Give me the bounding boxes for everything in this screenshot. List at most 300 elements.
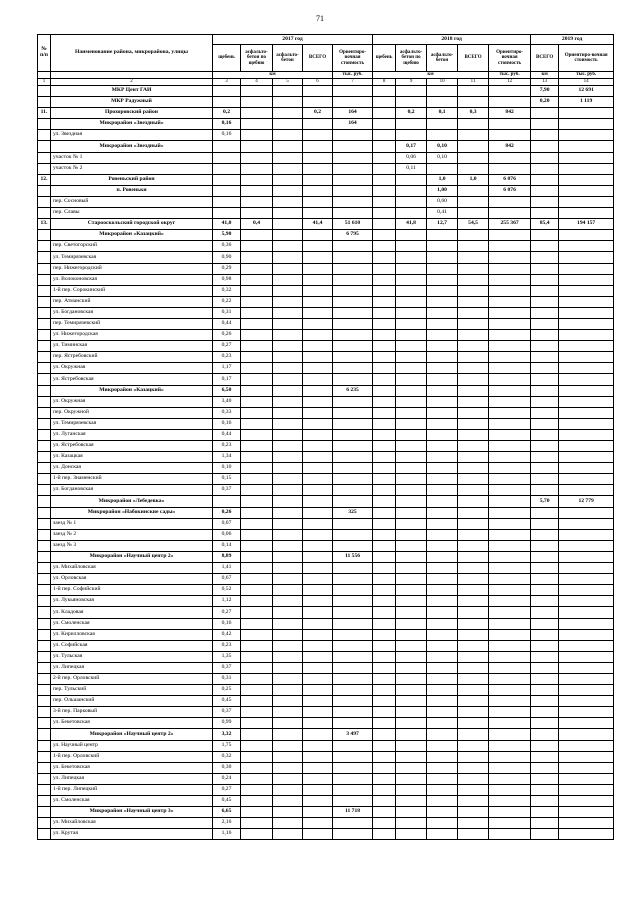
value-cell [396,252,427,263]
value-cell [531,551,559,562]
value-cell [396,330,427,341]
value-cell [458,441,489,452]
value-cell [396,263,427,274]
value-cell [427,696,458,707]
value-cell: 325 [333,507,373,518]
value-cell [396,241,427,252]
section-row [38,86,614,97]
row-number: 13. [38,219,51,230]
value-cell [273,296,303,307]
value-cell [559,696,614,707]
row-number [38,751,51,762]
value-cell [531,174,559,185]
value-cell [373,441,396,452]
value-cell [303,418,333,429]
value-cell [458,685,489,696]
value-cell [559,418,614,429]
row-name: ул. Михайловская [51,818,213,829]
value-cell [373,97,396,108]
value-cell [373,474,396,485]
row-name: ул. Липецкая [51,773,213,784]
value-cell [241,441,273,452]
value-cell [333,707,373,718]
value-cell: 0,25 [213,685,241,696]
value-cell [427,230,458,241]
value-cell [489,540,531,551]
value-cell: 0,45 [213,796,241,807]
value-cell: 11 718 [333,807,373,818]
value-cell [373,86,396,97]
col-header: асфальто-бетон по щебню [241,45,273,72]
value-cell [458,518,489,529]
value-cell [241,318,273,329]
value-cell [531,130,559,141]
value-cell [396,563,427,574]
value-cell [333,418,373,429]
value-cell [241,208,273,219]
value-cell [559,651,614,662]
value-cell [427,729,458,740]
row-name: участок № 1 [51,152,213,163]
value-cell [333,141,373,152]
row-number [38,363,51,374]
table-row [38,374,614,385]
value-cell [303,407,333,418]
value-cell [458,740,489,751]
value-cell [458,241,489,252]
row-name: ул. Богдановская [51,485,213,496]
value-cell [303,496,333,507]
unit-km: км [373,72,489,79]
value-cell [303,729,333,740]
value-cell [458,385,489,396]
value-cell [559,252,614,263]
row-number [38,718,51,729]
table-row [38,707,614,718]
value-cell [333,574,373,585]
value-cell [303,318,333,329]
value-cell [333,341,373,352]
value-cell [303,396,333,407]
value-cell [531,563,559,574]
value-cell [531,640,559,651]
unit-rub: тыс. руб. [333,72,373,79]
value-cell [373,529,396,540]
value-cell [458,618,489,629]
value-cell [559,740,614,751]
value-cell [458,629,489,640]
value-cell: 0,17 [213,374,241,385]
value-cell [458,130,489,141]
value-cell: 0,27 [213,784,241,795]
value-cell [241,807,273,818]
row-number [38,496,51,507]
value-cell [373,696,396,707]
value-cell: 1,34 [213,452,241,463]
value-cell: 0,16 [213,119,241,130]
value-cell [333,629,373,640]
table-row [38,540,614,551]
row-number [38,230,51,241]
value-cell [373,341,396,352]
value-cell [458,485,489,496]
value-cell [373,363,396,374]
value-cell [396,496,427,507]
value-cell [373,374,396,385]
value-cell [396,230,427,241]
column-numbers-row [38,79,614,86]
value-cell [458,807,489,818]
value-cell: 41,4 [303,219,333,230]
value-cell [396,696,427,707]
value-cell [333,241,373,252]
row-number [38,307,51,318]
value-cell [333,607,373,618]
value-cell [241,130,273,141]
row-name: ул. Тульская [51,651,213,662]
value-cell [489,607,531,618]
row-name: ул. Михайловская [51,563,213,574]
row-name: Микрорайон «Набокинские сады» [51,507,213,518]
value-cell [458,696,489,707]
value-cell [373,318,396,329]
value-cell [396,296,427,307]
value-cell [396,518,427,529]
row-name: Микрорайон «Звездный» [51,141,213,152]
value-cell [427,796,458,807]
table-row [38,685,614,696]
value-cell [303,807,333,818]
value-cell [427,651,458,662]
row-number [38,662,51,673]
col-header: асфальто-бетон по щебню [396,45,427,72]
value-cell [427,807,458,818]
value-cell [303,452,333,463]
value-cell [241,507,273,518]
value-cell [373,141,396,152]
value-cell [273,174,303,185]
value-cell [213,163,241,174]
value-cell: 0,41 [427,208,458,219]
value-cell [373,396,396,407]
value-cell [303,707,333,718]
value-cell [213,141,241,152]
value-cell [303,429,333,440]
value-cell [427,429,458,440]
value-cell: 1,0 [427,174,458,185]
value-cell [303,762,333,773]
value-cell [489,274,531,285]
value-cell [333,618,373,629]
row-number [38,418,51,429]
value-cell: 0,27 [213,607,241,618]
value-cell [427,385,458,396]
unit-km: км [213,72,333,79]
value-cell [303,363,333,374]
value-cell [531,274,559,285]
value-cell [489,485,531,496]
value-cell [458,418,489,429]
value-cell [396,307,427,318]
row-number [38,474,51,485]
value-cell [373,219,396,230]
value-cell [458,762,489,773]
value-cell [273,185,303,196]
value-cell [396,208,427,219]
value-cell: 0,2 [396,108,427,119]
value-cell [531,685,559,696]
table-row [38,629,614,640]
value-cell [333,285,373,296]
row-number [38,152,51,163]
value-cell [333,296,373,307]
value-cell [241,274,273,285]
value-cell [396,318,427,329]
value-cell [333,784,373,795]
value-cell [531,718,559,729]
value-cell [303,196,333,207]
value-cell [373,452,396,463]
value-cell [303,352,333,363]
value-cell [241,263,273,274]
value-cell [333,463,373,474]
value-cell [489,152,531,163]
value-cell [427,263,458,274]
value-cell [303,296,333,307]
row-name: Старооскольский городской округ [51,219,213,230]
row-name: участок № 2 [51,163,213,174]
value-cell [273,574,303,585]
value-cell [273,807,303,818]
value-cell [333,185,373,196]
value-cell [489,751,531,762]
value-cell [559,762,614,773]
row-name: ул. Богдановская [51,307,213,318]
value-cell [273,696,303,707]
page-number: 71 [316,14,324,23]
value-cell: 0,32 [213,285,241,296]
value-cell [559,130,614,141]
col-header: щебень [373,45,396,72]
value-cell: 0,2 [213,108,241,119]
value-cell [531,230,559,241]
column-number: 2 [51,79,213,86]
value-cell [373,673,396,684]
table-row [38,829,614,840]
section-row [38,230,614,241]
value-cell [333,829,373,840]
value-cell [373,540,396,551]
value-cell [241,662,273,673]
value-cell [241,696,273,707]
value-cell [531,729,559,740]
value-cell [559,463,614,474]
value-cell [373,607,396,618]
value-cell [531,629,559,640]
value-cell [458,496,489,507]
value-cell [531,651,559,662]
value-cell [458,796,489,807]
unit-km: км [531,72,559,79]
value-cell: 842 [489,108,531,119]
value-cell [273,818,303,829]
value-cell [241,196,273,207]
value-cell [373,751,396,762]
value-cell: 6 235 [333,385,373,396]
value-cell [303,485,333,496]
value-cell [273,307,303,318]
value-cell [273,285,303,296]
value-cell [273,163,303,174]
column-number: 10 [427,79,458,86]
value-cell [273,740,303,751]
table-row [38,651,614,662]
row-number [38,374,51,385]
value-cell: 164 [333,119,373,130]
value-cell [333,640,373,651]
value-cell [273,119,303,130]
value-cell [396,429,427,440]
value-cell [489,585,531,596]
value-cell [373,574,396,585]
value-cell [373,307,396,318]
value-cell [273,551,303,562]
value-cell [427,363,458,374]
value-cell [303,86,333,97]
value-cell [559,396,614,407]
value-cell [458,773,489,784]
unit-rub: тыс. руб. [559,72,614,79]
value-cell [458,540,489,551]
value-cell [559,540,614,551]
value-cell [458,429,489,440]
row-name: заезд № 3 [51,540,213,551]
value-cell [489,640,531,651]
value-cell [273,130,303,141]
value-cell [489,574,531,585]
value-cell [241,596,273,607]
section-row [38,185,614,196]
value-cell [273,318,303,329]
value-cell [559,640,614,651]
value-cell [273,219,303,230]
value-cell [333,196,373,207]
value-cell [273,540,303,551]
value-cell [333,452,373,463]
value-cell [427,784,458,795]
value-cell [273,263,303,274]
value-cell [427,551,458,562]
value-cell [303,307,333,318]
value-cell [559,563,614,574]
row-number [38,119,51,130]
table-row [38,352,614,363]
value-cell [373,496,396,507]
value-cell [396,363,427,374]
value-cell: 41,8 [396,219,427,230]
value-cell: 0,29 [213,263,241,274]
col-header: щебень [213,45,241,72]
value-cell [273,374,303,385]
col-header: Ориентиро-вочная стоимость [559,45,614,72]
value-cell [273,141,303,152]
value-cell [241,185,273,196]
value-cell: 0,16 [213,618,241,629]
value-cell [427,330,458,341]
value-cell [273,385,303,396]
value-cell [427,274,458,285]
value-cell: 5,70 [531,496,559,507]
value-cell: 1,17 [213,363,241,374]
value-cell [559,241,614,252]
value-cell [303,119,333,130]
value-cell: 0,2 [303,108,333,119]
value-cell [489,696,531,707]
section-row [38,807,614,818]
value-cell [489,296,531,307]
value-cell [531,607,559,618]
value-cell: 0,90 [213,252,241,263]
row-number [38,563,51,574]
value-cell [531,441,559,452]
row-name: ул. Донская [51,463,213,474]
value-cell [333,529,373,540]
value-cell [396,407,427,418]
value-cell [373,407,396,418]
value-cell [273,673,303,684]
value-cell [373,640,396,651]
value-cell [559,263,614,274]
value-cell [241,640,273,651]
row-name: ул. Липецкая [51,662,213,673]
value-cell [559,174,614,185]
value-cell [427,352,458,363]
value-cell [241,718,273,729]
value-cell [489,463,531,474]
row-name: Ровеньский район [51,174,213,185]
value-cell [489,318,531,329]
table-header [38,35,614,86]
value-cell [427,707,458,718]
value-cell [273,596,303,607]
row-number [38,507,51,518]
value-cell [458,119,489,130]
value-cell [489,263,531,274]
value-cell [396,618,427,629]
value-cell: 0,27 [213,341,241,352]
value-cell [458,341,489,352]
value-cell: 54,5 [458,219,489,230]
value-cell [427,130,458,141]
value-cell [303,174,333,185]
row-name: ул. Лукьяновская [51,596,213,607]
value-cell [427,341,458,352]
row-name: заезд № 1 [51,518,213,529]
value-cell [373,485,396,496]
value-cell [273,252,303,263]
value-cell [241,474,273,485]
value-cell [489,618,531,629]
table-row [38,718,614,729]
value-cell: 1,12 [213,596,241,607]
value-cell [273,274,303,285]
value-cell: 0,99 [213,718,241,729]
value-cell [458,607,489,618]
value-cell: 7,90 [531,86,559,97]
table-row [38,574,614,585]
value-cell [273,363,303,374]
value-cell [396,463,427,474]
